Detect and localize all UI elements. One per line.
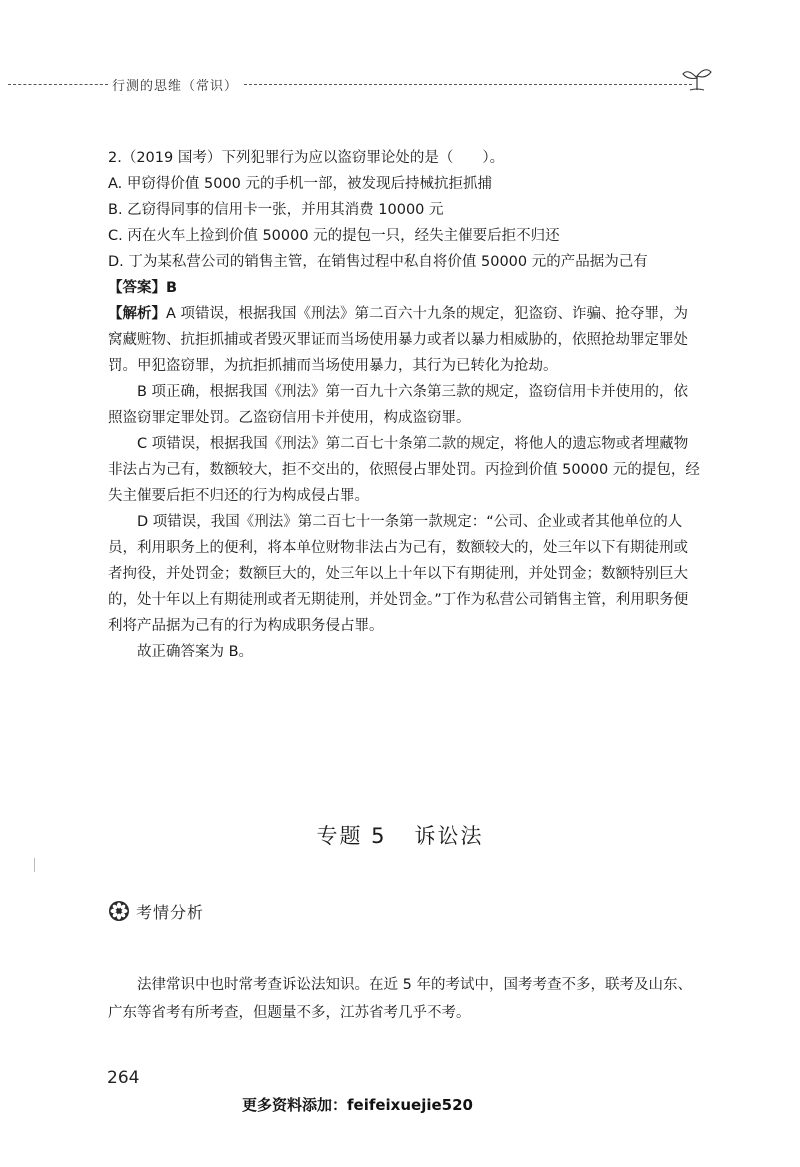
analysis-paragraph-c: C 项错误，根据我国《刑法》第二百七十条第二款的规定，将他人的遗忘物或者埋藏物非法占为己有，数额较大，拒不交出的，依照侵占罪处罚。丙捡到价值 50000 元的提包，经失主催要后拒不归还的行为构成侵占罪。 (108, 436, 700, 504)
sprout-icon (680, 66, 714, 92)
option-a: A. 甲窃得价值 5000 元的手机一部，被发现后持械抗拒抓捕 (108, 176, 493, 192)
exam-analysis-heading (108, 898, 204, 924)
answer-value: B (166, 280, 178, 296)
header-dashed-rule-left (8, 84, 108, 85)
scan-edge-mark (34, 858, 35, 872)
analysis-conclusion: 故正确答案为 B。 (137, 644, 254, 660)
running-title: 行测的思维（常识） (112, 79, 239, 94)
analysis-paragraph-d: D 项错误，我国《刑法》第二百七十一条第一款规定：“公司、企业或者其他单位的人员，利用职务上的便利，将本单位财物非法占为己有，数额较大的，处三年以下有期徒刑或者拘役，并处罚金；数额巨大的，处三年以上十年以下有期徒刑，并处罚金；数额特别巨大的，处十年以上有期徒刑或者无期徒刑，并处罚金。”丁作为私营公司销售主管，利用职务便利将产品据为己有的行为构成职务侵占罪。 (108, 514, 689, 634)
question-block (108, 145, 702, 665)
section-name: 诉讼法 (414, 824, 484, 848)
section-heading (0, 820, 800, 850)
section-topic: 专题 5 (316, 824, 387, 848)
question-stem: 2.（2019 国考）下列犯罪行为应以盗窃罪论处的是（ ）。 (108, 150, 505, 166)
running-header (0, 66, 800, 106)
analysis-paragraph-a (108, 301, 702, 379)
answer-line (108, 275, 702, 301)
exam-analysis-label: 考情分析 (136, 902, 205, 922)
exam-analysis-text: 法律常识中也时常考查诉讼法知识。在近 5 年的考试中，国考考查不多，联考及山东、广东等省考有所考查，但题量不多，江苏省考几乎不考。 (108, 976, 692, 1021)
analysis-text-a: A 项错误，根据我国《刑法》第二百六十九条的规定，犯盗窃、诈骗、抢夺罪，为窝藏赃物、抗拒抓捕或者毁灭罪证而当场使用暴力或者以暴力相威胁的，依照抢劫罪定罪处罚。甲犯盗窃罪，为抗拒抓捕而当场使用暴力，其行为已转化为抢劫。 (108, 306, 689, 374)
answer-label: 【答案】 (108, 280, 166, 296)
flower-icon (108, 900, 130, 922)
option-c: C. 丙在火车上捡到价值 50000 元的提包一只，经失主催要后拒不归还 (108, 228, 560, 244)
option-b: B. 乙窃得同事的信用卡一张，并用其消费 10000 元 (108, 202, 444, 218)
footer-note: 更多资料添加：feifeixuejie520 (242, 1096, 473, 1114)
analysis-label: 【解析】 (108, 306, 166, 322)
header-dashed-rule-right (244, 84, 692, 85)
option-d: D. 丁为某私营公司的销售主管，在销售过程中私自将价值 50000 元的产品据为己有 (108, 254, 648, 270)
page-number: 264 (107, 1068, 140, 1088)
analysis-paragraph-b: B 项正确，根据我国《刑法》第一百九十六条第三款的规定，盗窃信用卡并使用的，依照盗窃罪定罪处罚。乙盗窃信用卡并使用，构成盗窃罪。 (108, 384, 689, 426)
